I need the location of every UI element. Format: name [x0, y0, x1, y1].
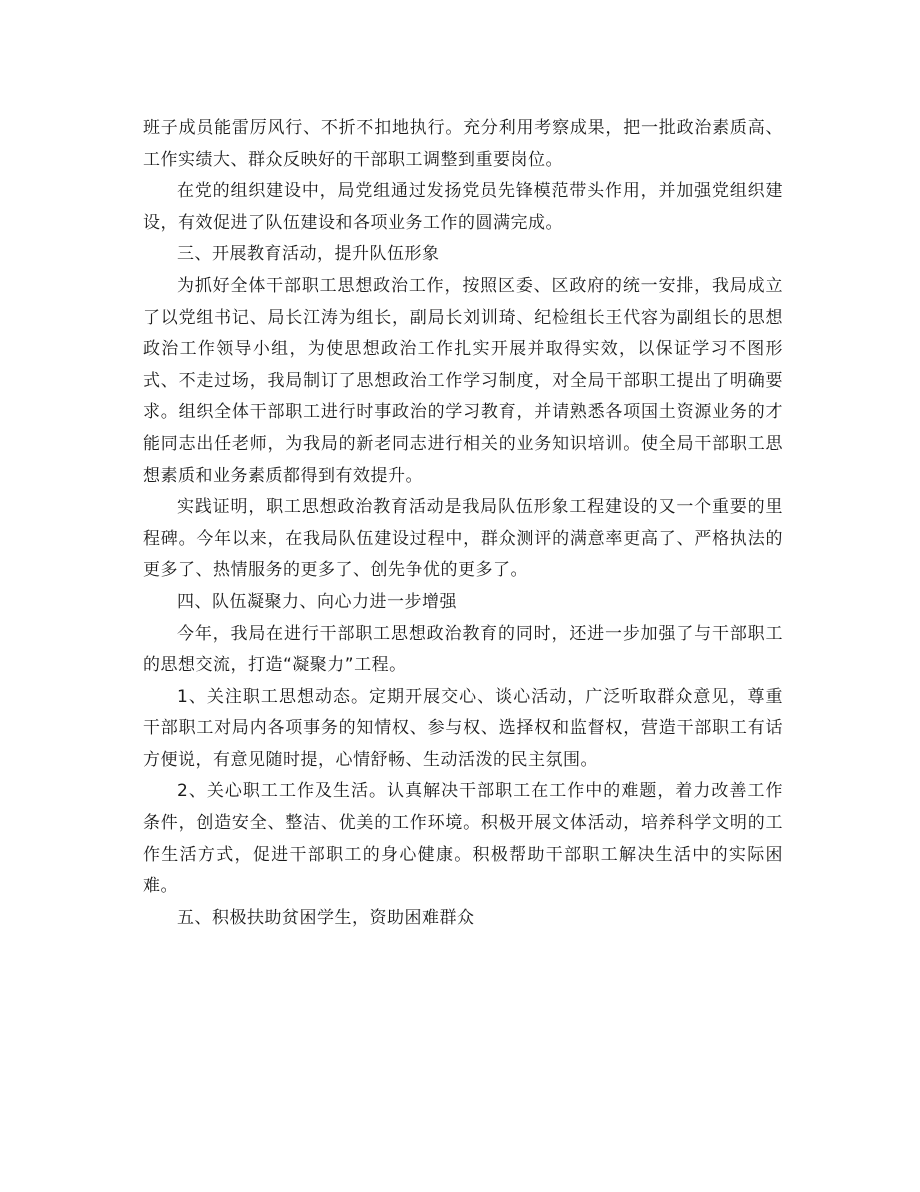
paragraph-2: 在党的组织建设中，局党组通过发扬党员先锋模范带头作用，并加强党组织建设，有效促进了队伍建设和各项业务工作的圆满完成。 [143, 181, 783, 233]
paragraph-7: 今年，我局在进行干部职工思想政治教育的同时，还进一步加强了与干部职工的思想交流，打造“凝聚力”工程。 [143, 623, 783, 676]
list-item-1: 1、关注职工思想动态。定期开展交心、谈心活动，广泛听取群众意见，尊重干部职工对局内各项事务的知情权、参与权、选择权和监督权，营造干部职工有话方便说，有意见随时提，心情舒畅、生动活泼的民主氛围。 [143, 686, 783, 770]
paragraph-4: 为抓好全体干部职工思想政治工作，按照区委、区政府的统一安排，我局成立了以党组书记、局长江涛为组长，副局长刘训琦、纪检组长王代容为副组长的思想政治工作领导小组，为使思想政治工作扎实开展并取得实效，以保证学习不图形式、不走过场，我局制订了思想政治工作学习制度，对全局干部职工提出了明确要求。组织全体干部职工进行时事政治的学习教育，并请熟悉各项国土资源业务的才能同志出任老师，为我局的新老同志进行相关的业务知识培训。使全局干部职工思想素质和业务素质都得到有效提升。 [143, 275, 783, 486]
section-heading-5: 五、积极扶助贫困学生，资助困难群众 [177, 907, 475, 928]
document-body [143, 113, 783, 934]
section-heading-4: 四、队伍凝聚力、向心力进一步增强 [177, 591, 457, 612]
section-heading-3: 三、开展教育活动，提升队伍形象 [177, 244, 440, 265]
paragraph-5: 实践证明，职工思想政治教育活动是我局队伍形象工程建设的又一个重要的里程碑。今年以来，在我局队伍建设过程中，群众测评的满意率更高了、严格执法的更多了、热情服务的更多了、创先争优的更多了。 [143, 497, 783, 581]
paragraph-1: 班子成员能雷厉风行、不折不扣地执行。充分利用考察成果，把一批政治素质高、工作实绩大、群众反映好的干部职工调整到重要岗位。 [143, 118, 783, 170]
list-item-2: 2、关心职工工作及生活。认真解决干部职工在工作中的难题，着力改善工作条件，创造安全、整洁、优美的工作环境。积极开展文体活动，培养科学文明的工作生活方式，促进干部职工的身心健康。积极帮助干部职工解决生活中的实际困难。 [143, 781, 783, 897]
